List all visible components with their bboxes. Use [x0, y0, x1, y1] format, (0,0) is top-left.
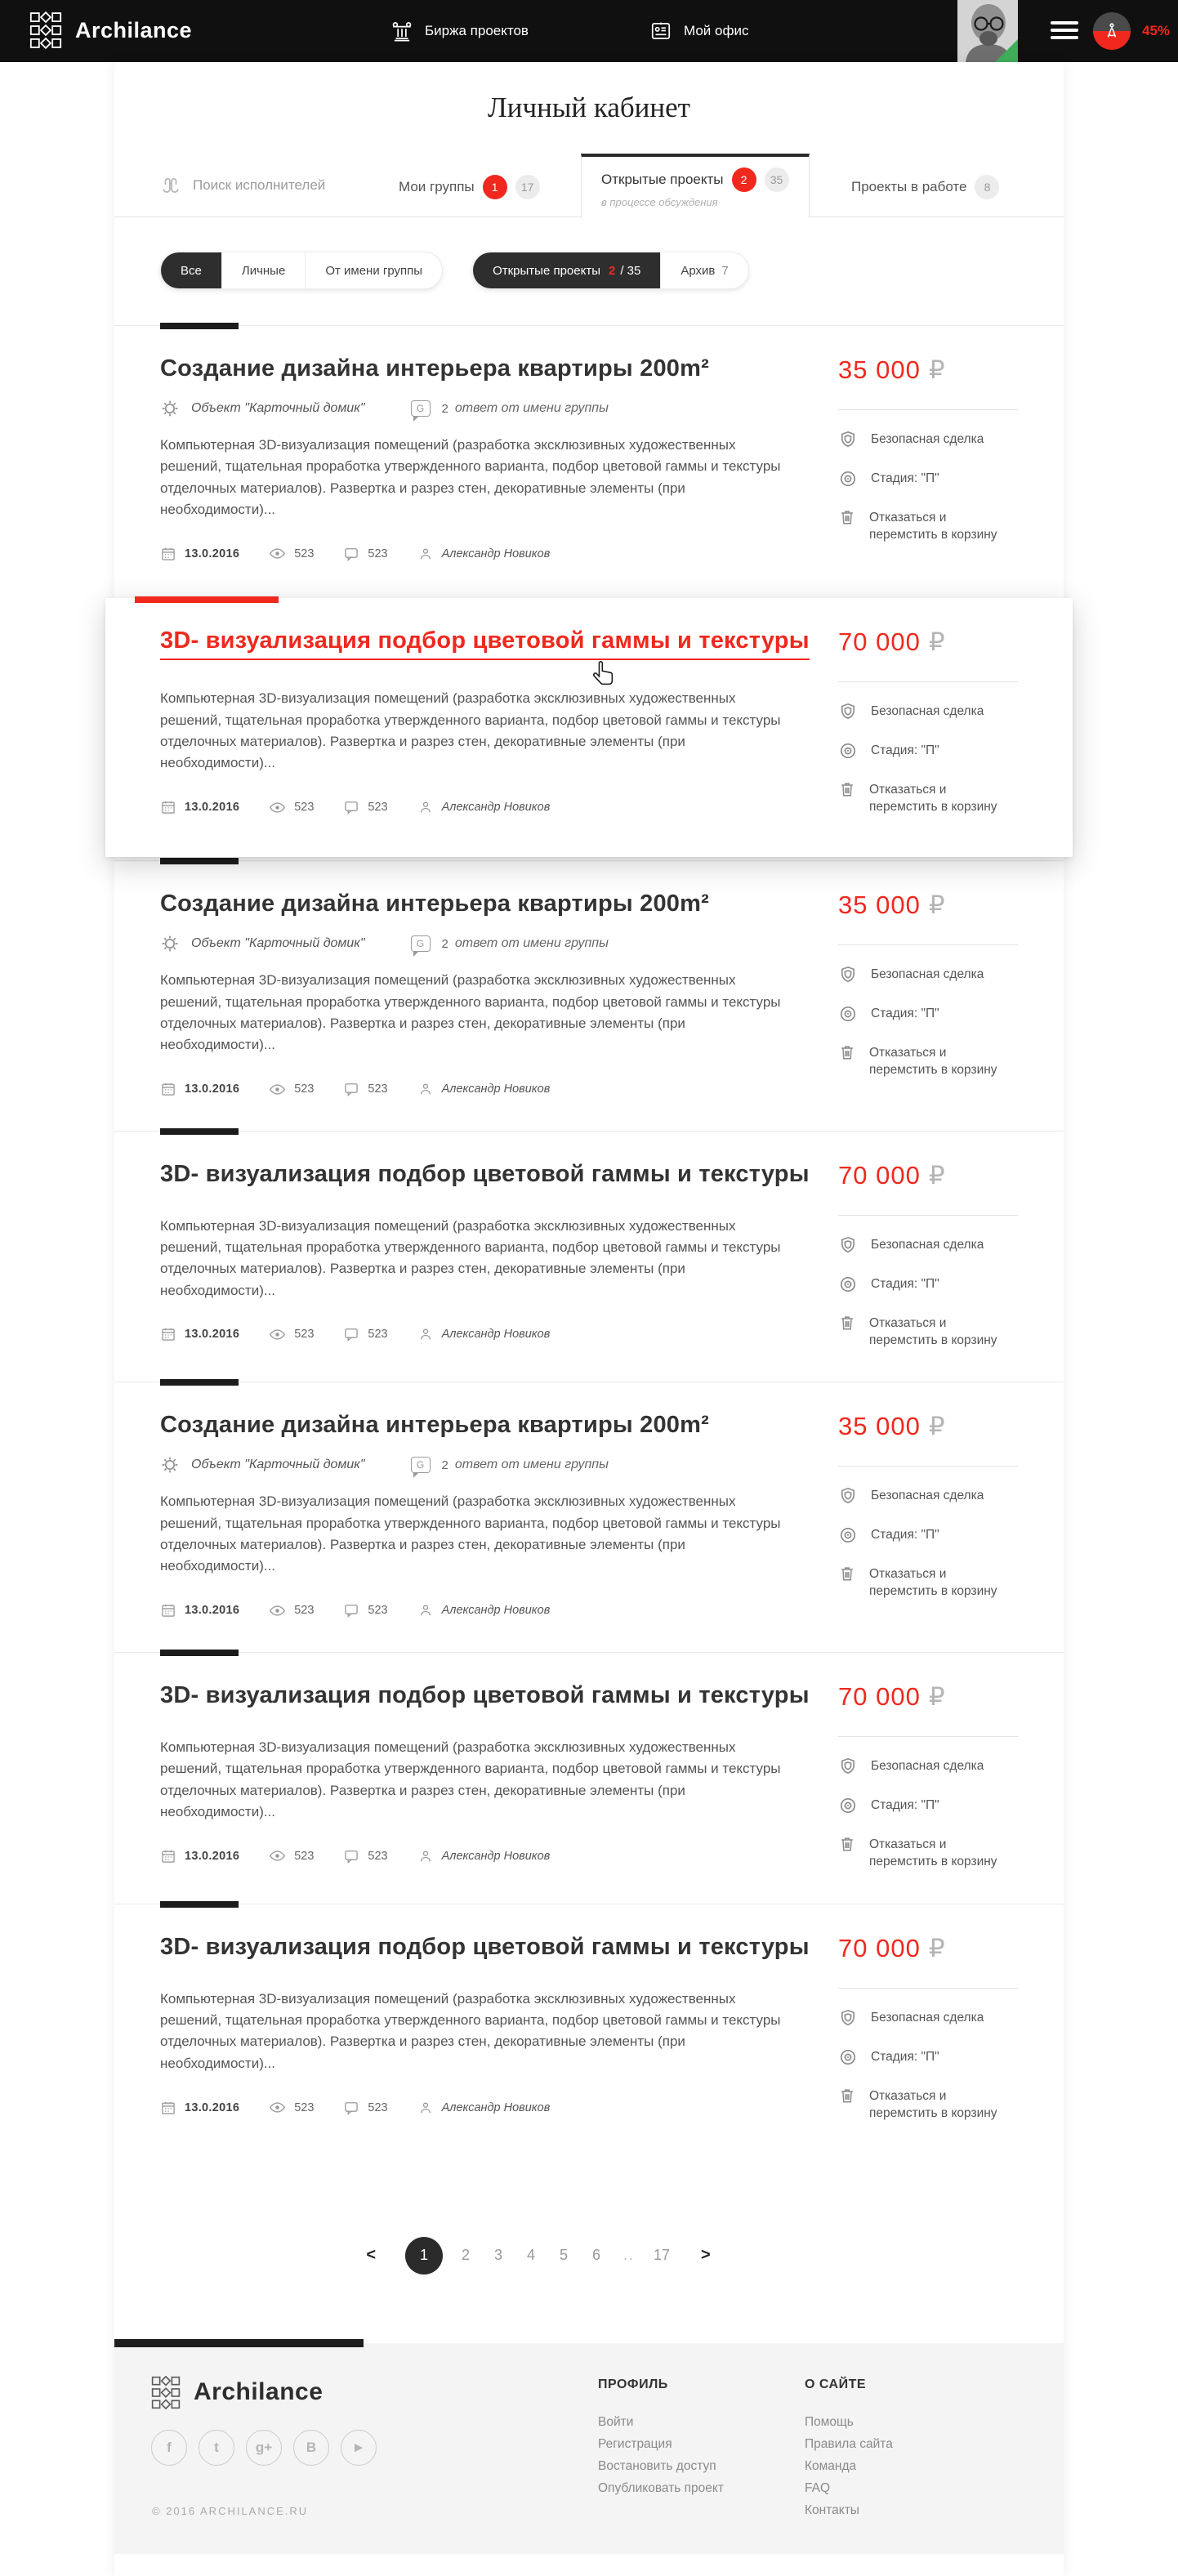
target-icon [838, 743, 871, 761]
target-icon [838, 1006, 871, 1024]
project-footer-meta [160, 799, 830, 816]
footer-column-title: О САЙТЕ [805, 2377, 867, 2391]
tab-my-groups[interactable]: Мои группы 1 17 [399, 175, 540, 199]
calendar-icon [160, 1326, 176, 1342]
group-reply-icon: G [411, 935, 431, 952]
author-meta [417, 2100, 551, 2116]
views-meta [269, 1602, 314, 1619]
group-reply-icon: G [411, 400, 431, 417]
eye-icon [269, 545, 286, 562]
side-divider [838, 1466, 1018, 1467]
project-date: 13.0.2016 [185, 801, 240, 815]
behance-icon[interactable]: B [293, 2430, 329, 2466]
comments-count: 523 [368, 1849, 388, 1863]
comments-meta [343, 1081, 387, 1097]
stage-label: Стадия: "П" [838, 1006, 1018, 1024]
brand-logo[interactable] [29, 11, 192, 49]
prev-page-arrow[interactable]: < [366, 2246, 376, 2264]
mouse-cursor [592, 660, 617, 688]
author-meta [417, 1848, 551, 1864]
group-reply-meta [411, 1457, 609, 1473]
safe-deal-label: Безопасная сделка [838, 1237, 1018, 1255]
project-price: 35 000 ₽ [838, 355, 946, 384]
views-count: 523 [294, 2101, 315, 2114]
project-price: 70 000 ₽ [838, 1160, 946, 1190]
project-title-link[interactable]: 3D- визуализация подбор цветовой гаммы и текстуры [160, 627, 830, 660]
comment-icon [343, 1848, 359, 1864]
person-icon [417, 1602, 434, 1618]
google-plus-icon[interactable]: g+ [246, 2430, 282, 2466]
target-icon [838, 1797, 871, 1815]
project-side-panel [838, 1412, 1018, 1618]
views-count: 523 [294, 1604, 315, 1618]
reply-label: ответ от имени группы [454, 401, 609, 415]
project-list [114, 325, 1064, 2155]
project-card [114, 1652, 1064, 1904]
author-meta [417, 799, 551, 815]
side-divider [838, 409, 1018, 410]
next-page-arrow[interactable]: > [701, 2246, 711, 2264]
badge-new: 2 [732, 167, 756, 192]
author-name: Александр Новиков [441, 2101, 551, 2114]
trash-icon [838, 1315, 869, 1332]
comments-count: 523 [368, 801, 388, 815]
date-meta [160, 1081, 239, 1097]
date-meta [160, 1848, 239, 1864]
ruble-sign: ₽ [928, 1681, 946, 1711]
side-divider [838, 1736, 1018, 1737]
project-description: Компьютерная 3D-визуализация помещений (разработка эксклюзивных художественных решений, тщательная проработка утвержденного варианта, подбор цветовой гаммы и текстуры отделочных материалов). Развертка и разрез стен, декоративные элементы (при необходимости)... [160, 1990, 781, 2071]
author-meta [417, 1081, 551, 1097]
project-side-panel [838, 627, 1018, 816]
date-meta [160, 546, 239, 562]
project-description: Компьютерная 3D-визуализация помещений (разработка эксклюзивных художественных решений, тщательная проработка утвержденного варианта, подбор цветовой гаммы и текстуры отделочных материалов). Развертка и разрез стен, декоративные элементы (при необходимости)... [160, 1739, 781, 1819]
ruble-sign: ₽ [928, 1933, 946, 1962]
calendar-icon [160, 2100, 176, 2116]
discard-to-trash-button[interactable]: Отказаться и перемстить в корзину [838, 2088, 1018, 2123]
archive-count: 7 [721, 263, 729, 278]
target-icon [838, 471, 871, 489]
footer-column-title: ПРОФИЛЬ [598, 2377, 668, 2391]
discard-to-trash-button[interactable]: Отказаться и перемстить в корзину [838, 1566, 1018, 1601]
stage-label: Стадия: "П" [838, 1276, 1018, 1294]
shield-icon [838, 1488, 871, 1506]
project-price: 70 000 ₽ [838, 627, 946, 657]
pagination [64, 2237, 1013, 2275]
footer-brand[interactable]: Archilance [151, 2376, 323, 2409]
page-title: Личный кабинет [488, 92, 690, 123]
views-meta [269, 1081, 314, 1098]
card-top-marker [160, 1128, 239, 1135]
reply-label: ответ от имени группы [454, 936, 609, 951]
comments-count: 523 [368, 1083, 388, 1096]
page-number-last[interactable]: 17 [653, 2247, 671, 2263]
safe-deal-label: Безопасная сделка [838, 1488, 1018, 1506]
person-icon [417, 546, 434, 562]
views-meta [269, 545, 314, 562]
discard-to-trash-button[interactable]: Отказаться и перемстить в корзину [838, 510, 1018, 544]
project-footer-meta [160, 1847, 830, 1864]
profile-progress-value: 45% [1142, 23, 1171, 38]
side-divider [838, 944, 1018, 945]
comments-count: 523 [368, 2101, 388, 2114]
trash-icon [838, 510, 869, 526]
project-price: 35 000 ₽ [838, 891, 946, 920]
ruble-sign: ₽ [928, 891, 946, 920]
safe-deal-label: Безопасная сделка [838, 431, 1018, 449]
twitter-icon[interactable]: t [199, 2430, 234, 2466]
page-number-current[interactable]: 1 [405, 2237, 443, 2275]
project-title-link[interactable]: Создание дизайна интерьера квартиры 200m² [160, 891, 709, 917]
target-icon [838, 1527, 871, 1545]
calendar-icon [160, 1602, 176, 1618]
pagination-ellipsis: .. [622, 2247, 635, 2263]
filter-on-behalf-of-group[interactable]: От имени группы [305, 252, 442, 288]
stage-label: Стадия: "П" [838, 1527, 1018, 1545]
project-object-label: Объект "Карточный домик" [191, 936, 365, 951]
group-reply-meta [411, 400, 609, 417]
footer-link-restore-access[interactable]: Востановить доступ [598, 2458, 716, 2473]
views-meta [269, 799, 314, 816]
project-description: Компьютерная 3D-визуализация помещений (разработка эксклюзивных художественных решений, тщательная проработка утвержденного варианта, подбор цветовой гаммы и текстуры отделочных материалов). Развертка и разрез стен, декоративные элементы (при необходимости)... [160, 1217, 781, 1298]
eye-icon [269, 2099, 286, 2116]
author-meta [417, 1326, 551, 1342]
project-object-label: Объект "Карточный домик" [191, 401, 365, 415]
views-count: 523 [294, 547, 315, 560]
main-container [114, 62, 1064, 2576]
project-description: Компьютерная 3D-визуализация помещений (разработка эксклюзивных художественных решений, тщательная проработка утвержденного варианта, подбор цветовой гаммы и текстуры отделочных материалов). Развертка и разрез стен, декоративные элементы (при необходимости)... [160, 437, 781, 518]
project-object-label: Объект "Карточный домик" [191, 1458, 365, 1472]
binoculars-icon [160, 175, 181, 196]
comment-icon [343, 546, 359, 562]
hamburger-menu-icon[interactable] [1051, 21, 1078, 43]
views-count: 523 [294, 1328, 315, 1342]
open-new-count: 2 [608, 263, 616, 278]
social-links [151, 2430, 377, 2466]
ownership-filter-group [160, 252, 443, 289]
views-meta [269, 1847, 314, 1864]
page-number[interactable]: 4 [526, 2247, 535, 2263]
trash-icon [838, 1566, 869, 1583]
nav-project-exchange[interactable]: Биржа проектов [390, 0, 529, 62]
shield-icon [838, 967, 871, 984]
author-name: Александр Новиков [441, 1328, 551, 1342]
discard-to-trash-button[interactable]: Отказаться и перемстить в корзину [838, 1045, 1018, 1079]
discard-to-trash-button[interactable]: Отказаться и перемстить в корзину [838, 1315, 1018, 1350]
reply-count: 2 [441, 1458, 448, 1472]
project-date: 13.0.2016 [185, 1849, 240, 1863]
project-title-link[interactable]: Создание дизайна интерьера квартиры 200m² [160, 1412, 709, 1439]
user-avatar[interactable] [957, 0, 1018, 62]
stage-label: Стадия: "П" [838, 471, 1018, 489]
project-card [114, 1131, 1064, 1382]
open-total-count: / 35 [620, 263, 641, 278]
ruble-sign: ₽ [928, 1160, 946, 1190]
status-filter-group [472, 252, 749, 289]
brand-name: Archilance [75, 17, 193, 42]
footer-link-contacts[interactable]: Контакты [805, 2502, 859, 2517]
page-footer [114, 2343, 1064, 2554]
safe-deal-label: Безопасная сделка [838, 2010, 1018, 2028]
project-description: Компьютерная 3D-визуализация помещений (разработка эксклюзивных художественных решений, тщательная проработка утвержденного варианта, подбор цветовой гаммы и текстуры отделочных материалов). Развертка и разрез стен, декоративные элементы (при необходимости)... [160, 972, 781, 1053]
date-meta [160, 1326, 239, 1342]
comments-meta [343, 1326, 387, 1342]
side-divider [838, 1988, 1018, 1989]
card-top-marker [160, 858, 239, 864]
app-header [0, 0, 1178, 62]
tab-open-projects[interactable]: Открытые проекты 2 35 в процессе обсуждения [581, 154, 810, 218]
project-side-panel [838, 1934, 1018, 2123]
footer-link-publish-project[interactable]: Опубликовать проект [598, 2480, 724, 2495]
filter-personal[interactable]: Личные [221, 252, 305, 288]
comments-meta [343, 1602, 387, 1618]
project-footer-meta [160, 2099, 830, 2116]
reply-count: 2 [441, 936, 448, 951]
comments-count: 523 [368, 1604, 388, 1618]
target-icon [838, 1276, 871, 1294]
project-date: 13.0.2016 [185, 547, 240, 560]
project-date: 13.0.2016 [185, 2101, 240, 2114]
footer-column-profile [598, 2377, 724, 2503]
author-name: Александр Новиков [441, 1849, 551, 1863]
project-title-link[interactable]: 3D- визуализация подбор цветовой гаммы и текстуры [160, 1681, 810, 1708]
side-divider [838, 681, 1018, 682]
group-reply-icon: G [411, 1457, 431, 1473]
date-meta [160, 799, 239, 815]
ruble-sign: ₽ [928, 355, 946, 384]
gear-icon [160, 399, 180, 418]
author-name: Александр Новиков [441, 547, 551, 560]
filter-all[interactable]: Все [161, 252, 221, 288]
author-name: Александр Новиков [441, 1083, 551, 1096]
profile-progress-badge[interactable] [1093, 12, 1131, 50]
page-number[interactable]: 5 [559, 2247, 568, 2263]
author-meta [417, 1602, 551, 1618]
card-top-marker [160, 1901, 239, 1908]
footer-link-team[interactable]: Команда [805, 2458, 857, 2473]
comment-icon [343, 1602, 359, 1618]
person-icon [417, 1081, 434, 1097]
project-card [114, 325, 1064, 595]
project-footer-meta [160, 1602, 830, 1619]
filter-archive[interactable]: Архив 7 [660, 252, 747, 288]
id-badge-icon [649, 20, 672, 42]
person-icon [417, 1326, 434, 1342]
project-date: 13.0.2016 [185, 1083, 240, 1096]
comment-icon [343, 2100, 359, 2116]
project-meta-row [160, 934, 830, 953]
project-title-link[interactable]: 3D- визуализация подбор цветовой гаммы и текстуры [160, 1933, 810, 1960]
archilance-logo-icon [151, 2376, 181, 2409]
project-side-panel [838, 355, 1018, 562]
discard-to-trash-button[interactable]: Отказаться и перемстить в корзину [838, 1837, 1018, 1871]
calendar-icon [160, 546, 176, 562]
nav-my-office[interactable]: Мой офис [649, 0, 748, 62]
footer-link-help[interactable]: Помощь [805, 2414, 854, 2429]
project-card [105, 598, 1073, 857]
filters-row [114, 252, 1064, 289]
views-meta [269, 1326, 314, 1343]
eye-icon [269, 1081, 286, 1098]
comments-meta [343, 1848, 387, 1864]
project-footer-meta [160, 1326, 830, 1343]
stage-label: Стадия: "П" [838, 743, 1018, 761]
badge-total: 8 [975, 175, 999, 199]
badge-total: 35 [765, 167, 789, 192]
safe-deal-label: Безопасная сделка [838, 1758, 1018, 1776]
tab-projects-in-progress[interactable]: Проекты в работе 8 [851, 175, 999, 199]
project-side-panel [838, 1682, 1018, 1871]
reply-label: ответ от имени группы [454, 1458, 609, 1472]
shield-icon [838, 431, 871, 449]
eye-icon [269, 799, 286, 816]
project-card [114, 1904, 1064, 2155]
shield-icon [838, 1758, 871, 1776]
project-description: Компьютерная 3D-визуализация помещений (разработка эксклюзивных художественных решений, тщательная проработка утвержденного варианта, подбор цветовой гаммы и текстуры отделочных материалов). Развертка и разрез стен, декоративные элементы (при необходимости)... [160, 690, 781, 771]
comments-count: 523 [368, 1328, 388, 1342]
comment-icon [343, 799, 359, 815]
footer-link-register[interactable]: Регистрация [598, 2436, 672, 2451]
footer-link-login[interactable]: Войти [598, 2414, 634, 2429]
project-side-panel [838, 891, 1018, 1097]
project-date: 13.0.2016 [185, 1604, 240, 1618]
views-count: 523 [294, 1849, 315, 1863]
card-top-marker [160, 323, 239, 329]
trash-icon [838, 1837, 869, 1853]
discard-to-trash-button[interactable]: Отказаться и перемстить в корзину [838, 782, 1018, 816]
calendar-icon [160, 799, 176, 815]
side-divider [838, 1215, 1018, 1216]
footer-link-rules[interactable]: Правила сайта [805, 2436, 893, 2451]
card-top-marker [160, 1650, 239, 1656]
tabs-bar [114, 154, 1064, 217]
filter-open-projects[interactable]: Открытые проекты 2 / 35 [473, 252, 660, 288]
comments-meta [343, 546, 387, 562]
project-footer-meta [160, 1081, 830, 1098]
shield-icon [838, 1237, 871, 1255]
safe-deal-label: Безопасная сделка [838, 967, 1018, 984]
author-name: Александр Новиков [441, 1604, 551, 1618]
person-icon [417, 799, 434, 815]
project-title-link[interactable]: Создание дизайна интерьера квартиры 200m² [160, 355, 709, 382]
comments-meta [343, 2100, 387, 2116]
project-card [114, 1382, 1064, 1651]
project-title-link[interactable]: 3D- визуализация подбор цветовой гаммы и текстуры [160, 1160, 810, 1187]
footer-column-about [805, 2377, 893, 2525]
eye-icon [269, 1602, 286, 1619]
stage-label: Стадия: "П" [838, 1797, 1018, 1815]
comment-icon [343, 1326, 359, 1342]
group-reply-meta [411, 935, 609, 952]
archilance-logo-icon [29, 11, 62, 49]
calendar-icon [160, 1081, 176, 1097]
trash-icon [838, 782, 869, 798]
calendar-icon [160, 1848, 176, 1864]
views-count: 523 [294, 801, 315, 815]
youtube-icon[interactable]: ► [341, 2430, 377, 2466]
ruble-sign: ₽ [928, 1412, 946, 1441]
safe-deal-label: Безопасная сделка [838, 703, 1018, 721]
reply-count: 2 [441, 401, 448, 416]
drafting-compass-icon [1101, 20, 1122, 42]
facebook-icon[interactable]: f [151, 2430, 187, 2466]
project-footer-meta [160, 545, 830, 562]
footer-link-faq[interactable]: FAQ [805, 2480, 831, 2495]
ruble-sign: ₽ [928, 627, 946, 657]
shield-icon [838, 703, 871, 721]
copyright: © 2016 ARCHILANCE.RU [152, 2504, 309, 2517]
project-price: 35 000 ₽ [838, 1412, 946, 1441]
stage-label: Стадия: "П" [838, 2049, 1018, 2067]
views-meta [269, 2099, 314, 2116]
eye-icon [269, 1847, 286, 1864]
project-meta-row [160, 399, 830, 418]
page-number[interactable]: 6 [591, 2247, 600, 2263]
eye-icon [269, 1326, 286, 1343]
date-meta [160, 2100, 239, 2116]
tab-subtitle: в процессе обсуждения [601, 196, 718, 208]
target-icon [838, 2049, 871, 2067]
footer-accent-bar [114, 2339, 364, 2347]
project-price: 70 000 ₽ [838, 1681, 946, 1711]
column-icon [390, 20, 413, 42]
project-price: 70 000 ₽ [838, 1933, 946, 1962]
project-meta-row [160, 1455, 830, 1475]
card-top-marker [160, 1379, 239, 1386]
gear-icon [160, 934, 180, 953]
tab-search-performers[interactable]: Поиск исполнителей [160, 175, 325, 196]
badge-total: 17 [515, 175, 540, 199]
views-count: 523 [294, 1083, 315, 1096]
page-number[interactable]: 2 [461, 2247, 470, 2263]
project-description: Компьютерная 3D-визуализация помещений (разработка эксклюзивных художественных решений, тщательная проработка утвержденного варианта, подбор цветовой гаммы и текстуры отделочных материалов). Развертка и разрез стен, декоративные элементы (при необходимости)... [160, 1493, 781, 1574]
trash-icon [838, 1045, 869, 1061]
project-card [114, 860, 1064, 1130]
trash-icon [838, 2088, 869, 2105]
comments-count: 523 [368, 547, 388, 560]
author-meta [417, 546, 551, 562]
gear-icon [160, 1455, 180, 1475]
project-date: 13.0.2016 [185, 1328, 240, 1342]
badge-new: 1 [483, 175, 507, 199]
page-number[interactable]: 3 [493, 2247, 502, 2263]
author-name: Александр Новиков [441, 801, 551, 815]
comments-meta [343, 799, 387, 815]
shield-icon [838, 2010, 871, 2028]
date-meta [160, 1602, 239, 1618]
project-side-panel [838, 1161, 1018, 1350]
person-icon [417, 1848, 434, 1864]
comment-icon [343, 1081, 359, 1097]
card-top-marker [135, 596, 279, 603]
person-icon [417, 2100, 434, 2116]
